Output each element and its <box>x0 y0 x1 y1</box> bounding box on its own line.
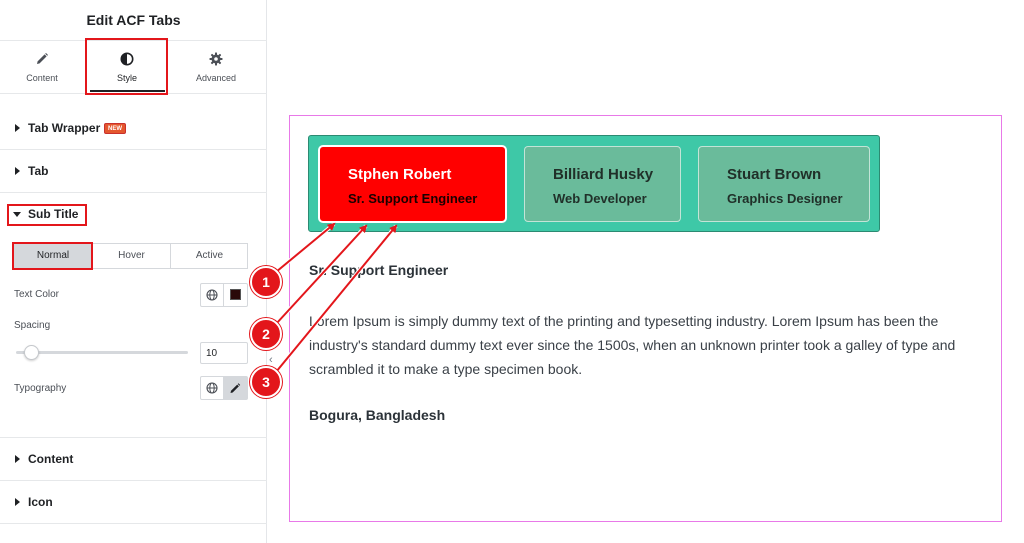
highlight-box-normal <box>12 242 93 270</box>
text-color-label: Text Color <box>14 289 60 300</box>
widget-tab-name: Stuart Brown <box>727 166 822 183</box>
widget-tab-1[interactable] <box>319 146 506 222</box>
spacing-label: Spacing <box>14 320 51 331</box>
typography-control <box>200 376 248 400</box>
widget-tab-name: Billiard Husky <box>553 166 654 183</box>
annotation-marker-2: 2 <box>250 318 282 350</box>
gear-icon <box>209 52 223 66</box>
annotation-marker-1: 1 <box>250 266 282 298</box>
widget-tab-subtitle: Sr. Support Engineer <box>348 191 478 206</box>
content-location: Bogura, Bangladesh <box>309 407 446 423</box>
widget-tab-subtitle: Web Developer <box>553 191 647 206</box>
section-title: Content <box>28 452 74 466</box>
pencil-icon <box>35 52 49 66</box>
highlight-box-sub-title <box>7 204 87 226</box>
acf-tabs-bar <box>308 135 880 232</box>
editor-panel <box>0 0 267 543</box>
section-tab[interactable] <box>0 150 267 193</box>
color-picker-button[interactable] <box>224 284 247 306</box>
caret-right-icon <box>15 455 20 463</box>
section-title: Icon <box>28 495 53 509</box>
color-swatch <box>230 289 241 300</box>
globe-icon <box>201 377 223 399</box>
state-tab-hover[interactable]: Hover <box>93 244 171 268</box>
section-content[interactable] <box>0 438 267 481</box>
panel-title: Edit ACF Tabs <box>0 0 267 41</box>
edit-typography-button[interactable] <box>224 377 247 399</box>
content-subtitle: Sr. Support Engineer <box>309 262 449 278</box>
global-typography-button[interactable] <box>201 377 224 399</box>
state-tab-normal[interactable]: Normal <box>14 244 93 268</box>
new-badge: NEW <box>104 123 126 134</box>
widget-tab-3[interactable] <box>698 146 870 222</box>
section-title: Tab Wrapper <box>28 121 101 135</box>
caret-right-icon <box>15 167 20 175</box>
spacing-input[interactable] <box>200 342 248 364</box>
spacing-slider-handle[interactable] <box>24 345 39 360</box>
section-title[interactable]: Sub Title <box>28 207 79 221</box>
state-tab-active[interactable]: Active <box>195 250 224 261</box>
tab-content-label: Content <box>26 73 58 83</box>
spacing-slider-track[interactable] <box>16 351 188 354</box>
caret-right-icon <box>15 498 20 506</box>
chevron-left-icon[interactable]: ‹ <box>269 354 273 366</box>
section-tab-wrapper[interactable] <box>0 107 267 150</box>
section-title: Tab <box>28 164 49 178</box>
content-body-text: Lorem Ipsum is simply dummy text of the printing and typesetting industry. Lorem Ipsum has been the industry's standard dummy text ever since the 1500s, when an unknown printer took a galley of type and scrambled it to make a type specimen book. <box>309 313 956 377</box>
highlight-box-style-tab <box>85 38 168 95</box>
widget-tab-subtitle: Graphics Designer <box>727 191 843 206</box>
tab-content[interactable] <box>2 41 82 93</box>
text-color-control <box>200 283 248 307</box>
pencil-icon <box>224 377 246 399</box>
tab-advanced-label: Advanced <box>195 73 237 83</box>
tab-advanced[interactable] <box>176 41 256 93</box>
tab-style-label: Style <box>116 73 137 83</box>
section-sub-title <box>0 193 267 438</box>
annotation-marker-3: 3 <box>250 366 282 398</box>
globe-icon <box>201 284 223 306</box>
section-icon[interactable] <box>0 481 267 524</box>
widget-tab-2[interactable] <box>524 146 681 222</box>
caret-right-icon <box>15 124 20 132</box>
widget-tab-name: Stphen Robert <box>348 166 452 183</box>
typography-label: Typography <box>14 383 67 394</box>
global-colors-button[interactable] <box>201 284 224 306</box>
